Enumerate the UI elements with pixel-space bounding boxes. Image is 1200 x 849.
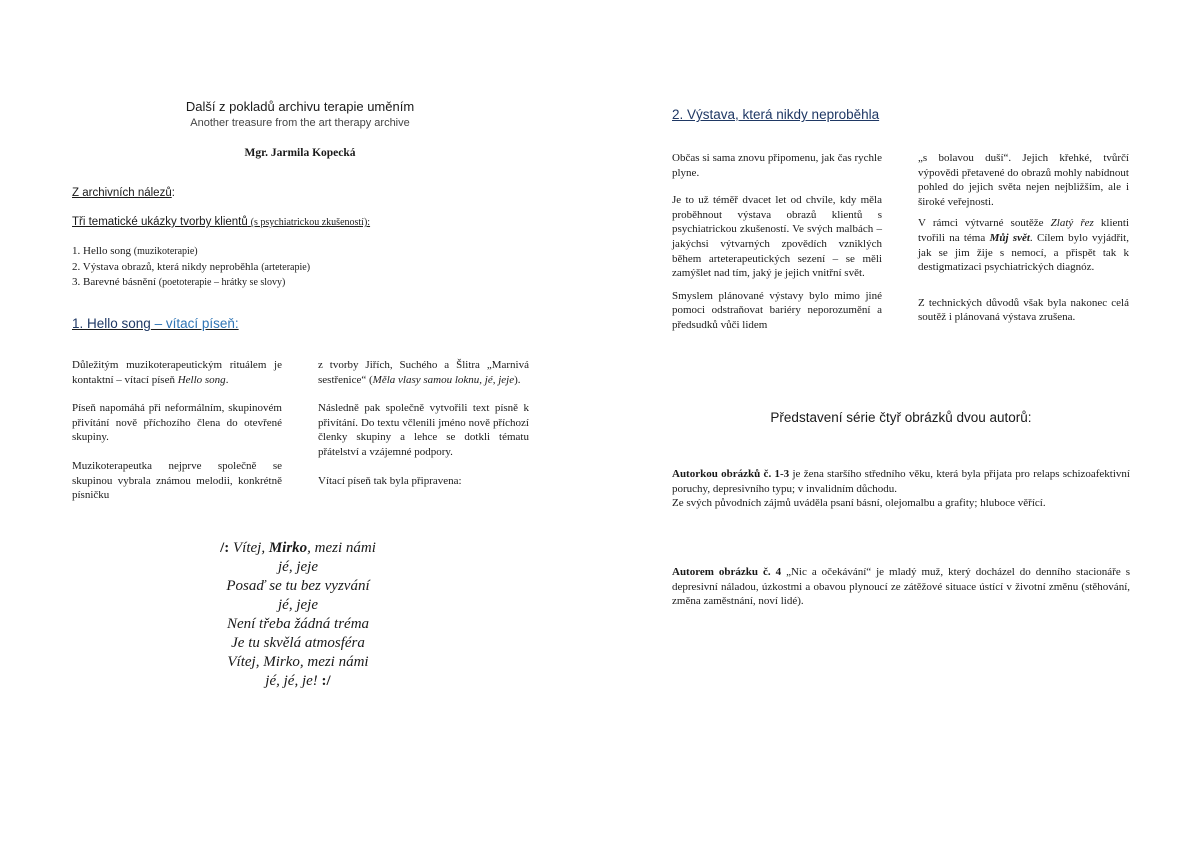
archive-heading-text: Z archivních nálezů: [72, 187, 172, 199]
section1-subtitle: – vítací píseň:: [150, 316, 239, 331]
archive-heading-colon: :: [171, 187, 175, 199]
author2-description: [672, 565, 1130, 609]
examples-list: [72, 244, 472, 291]
list-item: 1. Hello song (muzikoterapie): [72, 245, 198, 257]
song-line: Vítej, Mirko, mezi námi: [227, 654, 369, 670]
paragraph: Autorkou obrázků č. 1-3 je žena staršího středního věku, která byla přijata pro relaps schizoafektivní poruchy, depresivního typu; v invalidním důchodu.: [672, 468, 1130, 495]
list-item: 3. Barevné básnění (poetoterapie – hrátky se slovy): [72, 276, 286, 289]
author1-description: [672, 467, 1130, 511]
article-title: Další z pokladů archivu terapie uměním: [185, 99, 415, 114]
paragraph: Z technických důvodů však byla nakonec celá soutěž i plánovaná výstava zrušena.: [918, 296, 1129, 324]
paragraph: Smyslem plánované výstavy bylo mimo jiné pomoci odstraňovat bariéry neporozumění a předsudků vůči lidem: [672, 289, 882, 331]
paragraph: Muzikoterapeutka nejprve společně se skupinou vybrala známou melodii, konkrétně písničku: [72, 459, 282, 502]
paragraph: Vítací píseň tak byla připravena:: [318, 474, 462, 487]
examples-heading-text: Tři tematické ukázky tvorby klientů: [72, 216, 248, 228]
section1-col2: [318, 358, 529, 488]
archive-heading: [72, 187, 175, 199]
paragraph: Píseň napomáhá při neformálním, skupinovém přivítání nově příchozího člena do otevřené skupiny.: [72, 402, 282, 444]
examples-heading-note: (s psychiatrickou zkušeností):: [250, 217, 371, 228]
examples-heading: [72, 216, 370, 228]
paragraph: Následně pak společně vytvořili text písně k přivítání. Do textu včlenili jméno nově příchozí členky skupiny a lehce se dotkli tématu přátelství a vzájemné podpory.: [318, 402, 529, 458]
song-line: jé, jé, je! :/: [265, 673, 331, 689]
paragraph: Ze svých původních zájmů uváděla psaní básní, olejomalbu a grafity; hluboce věřící.: [672, 497, 1046, 510]
author-name: Mgr. Jarmila Kopecká: [244, 147, 356, 159]
section2-col1: [672, 151, 882, 333]
paragraph: Důležitým muzikoterapeutickým rituálem je kontaktní – vítací píseň Hello song.: [72, 359, 282, 386]
song-line: jé, jeje: [278, 597, 318, 613]
series-heading: Představení série čtyř obrázků dvou autorů:: [770, 410, 1032, 425]
section1-title: 1. Hello song: [72, 316, 151, 331]
list-item: 2. Výstava obrazů, která nikdy neproběhla (arteterapie): [72, 260, 311, 273]
song-line: Posaď se tu bez vyzvání: [226, 578, 370, 594]
song-line: /: Vítej, Mirko, mezi námi: [220, 540, 376, 556]
paragraph: z tvorby Jiřích, Suchého a Šlitra „Marnivá sestřenice“ (Měla vlasy samou loknu, jé, jeje).: [318, 359, 529, 386]
section2-col2: [918, 151, 1129, 325]
article-subtitle: Another treasure from the art therapy archive: [190, 117, 410, 129]
section1-heading: [72, 316, 239, 331]
song-line: jé, jeje: [278, 559, 318, 575]
paragraph: Občas si sama znovu připomenu, jak čas rychle plyne.: [672, 152, 882, 179]
song-line: Není třeba žádná tréma: [226, 616, 370, 632]
section1-col1: [72, 358, 282, 503]
paragraph: Je to už téměř dvacet let od chvíle, kdy měla proběhnout výstava obrazů klientů s psychiatrickou zkušeností. Ve svých malbách – jakýchsi výtvarných zpovědích vzniklých během arteterapeutických sezení – se měli zamýšlet nad tím, jaký je jejich vnitřní svět.: [672, 194, 882, 280]
song-line: Je tu skvělá atmosféra: [231, 635, 365, 651]
paragraph: „s bolavou duší“. Jejich křehké, tvůrčí výpovědi přetavené do obrazů mohly nabídnout pohled do jejich světa nejen nejbližším, ale i široké veřejnosti.: [918, 152, 1129, 208]
song-lyrics: [168, 539, 428, 691]
paragraph: V rámci výtvarné soutěže Zlatý řez klienti tvořili na téma Můj svět. Cílem bylo vyjádřit, jak se jim žije s nemocí, a přispět tak k destigmatizaci psychiatrických diagnóz.: [918, 217, 1129, 274]
paragraph: Autorem obrázku č. 4 „Nic a očekávání“ je mladý muž, který docházel do denního stacionáře s depresivní náladou, úzkostmi a obavou plynoucí ze zátěžové situace ústící v životní změnu (stěhování, změna zaměstnání, noví lidé).: [672, 566, 1130, 608]
section2-heading: 2. Výstava, která nikdy neproběhla: [672, 107, 880, 122]
